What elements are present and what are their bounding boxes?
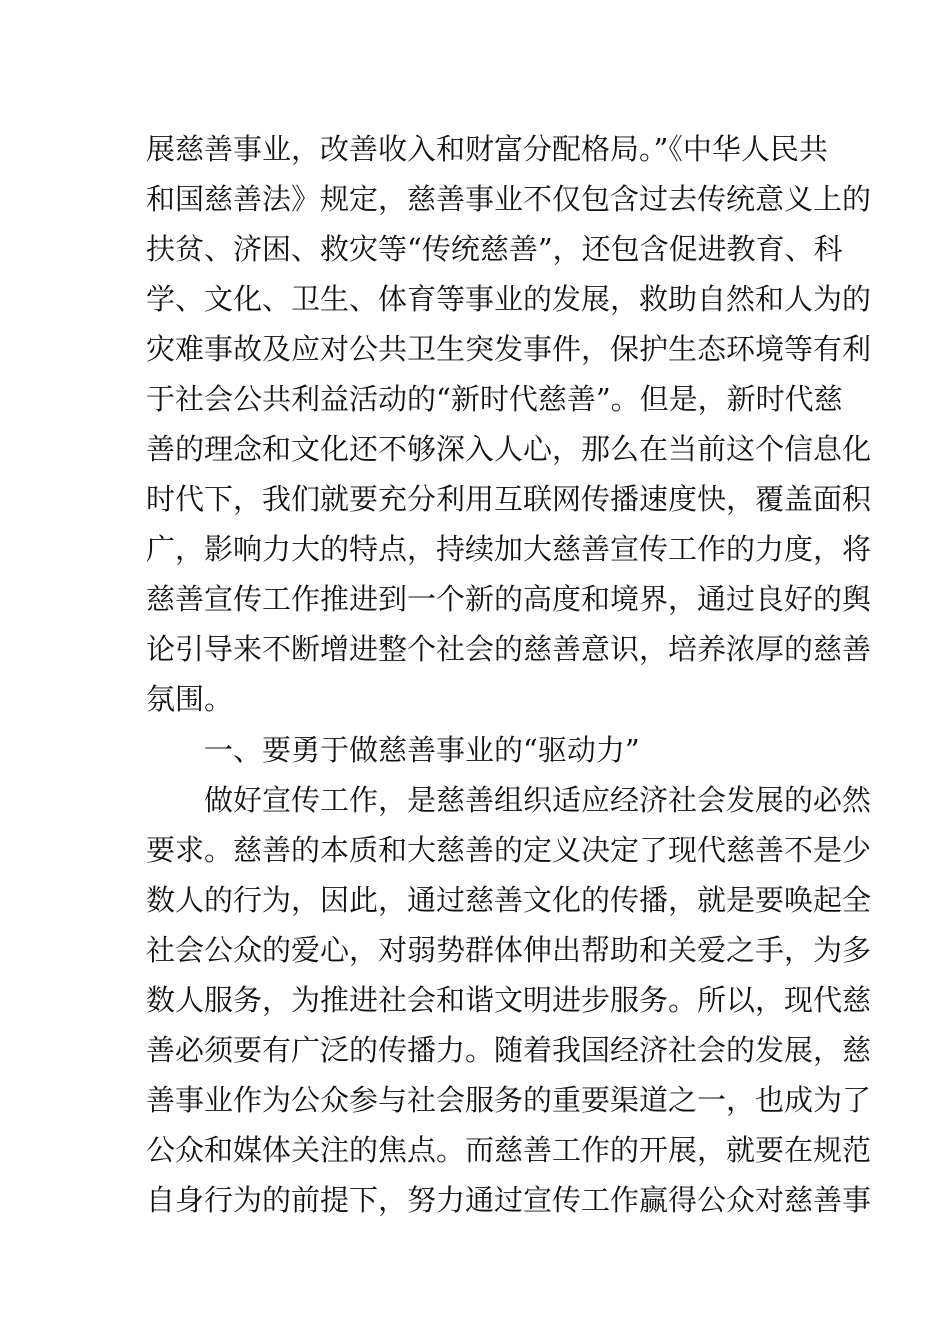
text-line-1: 展慈善事业，改善收入和财富分配格局。”《中华人民共 — [146, 132, 828, 166]
text-line-14: 做好宣传工作，是慈善组织适应经济社会发展的必然 — [204, 783, 872, 817]
text-line-11: 论引导来不断增进整个社会的慈善意识，培养浓厚的慈善 — [146, 632, 872, 666]
text-line-6: 于社会公共利益活动的“新时代慈善”。但是，新时代慈 — [146, 382, 843, 416]
text-line-15: 要求。慈善的本质和大慈善的定义决定了现代慈善不是少 — [146, 833, 872, 867]
text-line-12: 氛围。 — [146, 682, 234, 716]
text-line-20: 善事业作为公众参与社会服务的重要渠道之一，也成为了 — [146, 1083, 872, 1117]
text-line-17: 社会公众的爱心，对弱势群体伸出帮助和关爱之手，为多 — [146, 933, 872, 967]
section-heading: 一、要勇于做慈善事业的“驱动力” — [204, 733, 640, 767]
text-line-21: 公众和媒体关注的焦点。而慈善工作的开展，就要在规范 — [146, 1133, 872, 1167]
text-line-7: 善的理念和文化还不够深入人心，那么在当前这个信息化 — [146, 432, 872, 466]
text-line-10: 慈善宣传工作推进到一个新的高度和境界，通过良好的舆 — [146, 582, 872, 616]
text-line-19: 善必须要有广泛的传播力。随着我国经济社会的发展，慈 — [146, 1033, 872, 1067]
text-line-22: 自身行为的前提下，努力通过宣传工作赢得公众对慈善事 — [146, 1183, 872, 1217]
text-line-2: 和国慈善法》规定，慈善事业不仅包含过去传统意义上的 — [146, 182, 872, 216]
text-line-8: 时代下，我们就要充分利用互联网传播速度快，覆盖面积 — [146, 482, 872, 516]
text-line-4: 学、文化、卫生、体育等事业的发展，救助自然和人为的 — [146, 282, 872, 316]
text-line-16: 数人的行为，因此，通过慈善文化的传播，就是要唤起全 — [146, 883, 872, 917]
text-line-3: 扶贫、济困、救灾等“传统慈善”，还包含促进教育、科 — [146, 232, 843, 266]
text-line-5: 灾难事故及应对公共卫生突发事件，保护生态环境等有利 — [146, 332, 872, 366]
text-line-9: 广，影响力大的特点，持续加大慈善宣传工作的力度，将 — [146, 532, 872, 566]
text-line-18: 数人服务，为推进社会和谐文明进步服务。所以，现代慈 — [146, 983, 872, 1017]
